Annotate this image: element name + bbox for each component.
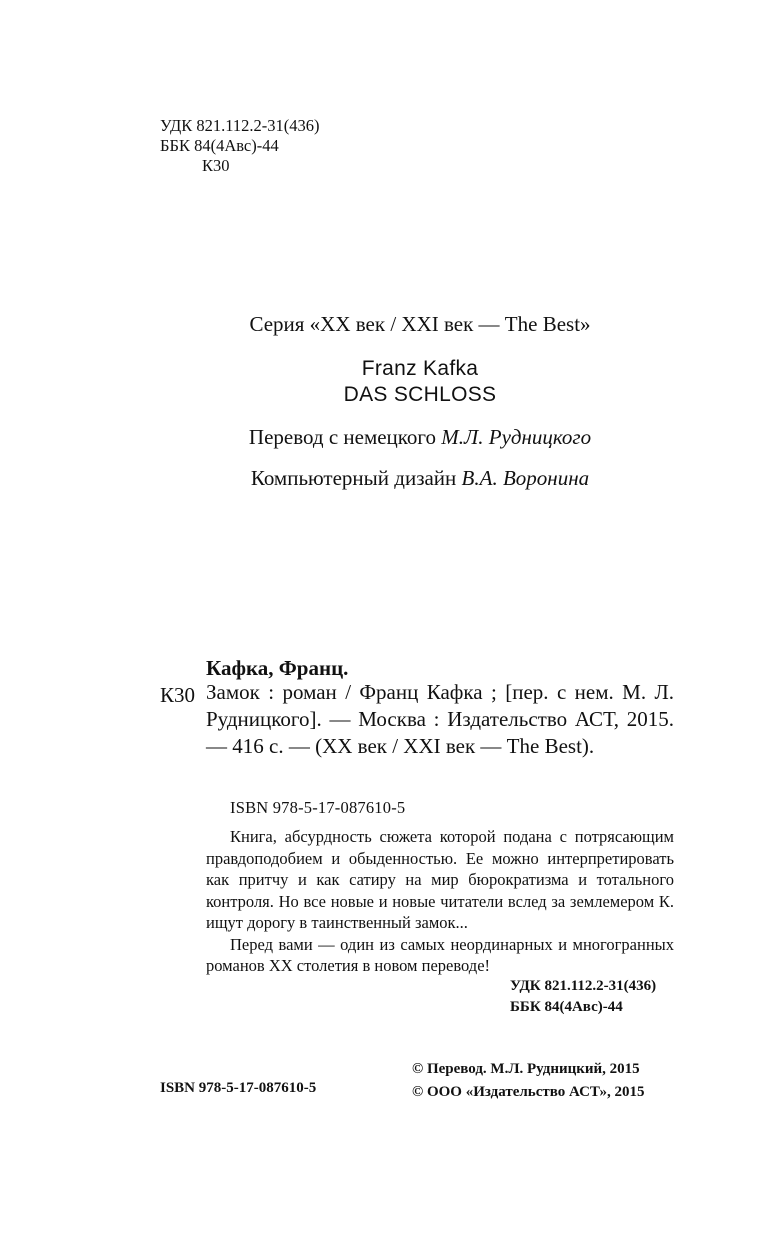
original-author: Franz Kafka [361, 357, 479, 380]
bottom-bbk-code: ББК 84(4Авс)-44 [510, 999, 623, 1015]
catalog-author-heading: Кафка, Франц. [206, 656, 349, 680]
annotation-paragraph-1: Книга, абсурдность сюжета которой подана с потрясающим правдоподобием и обыденностью. Ее можно интерпретировать как притчу и как сатиру на мир бюрократизма и тотального контроля. Но все новые и новые читатели вслед за землемером К. ищут дорогу в таинственный замок... [206, 827, 674, 932]
copyright-publisher: © ООО «Издательство АСТ», 2015 [412, 1084, 645, 1100]
designer-credit [150, 466, 690, 491]
footer-isbn: ISBN 978-5-17-087610-5 [160, 1080, 317, 1096]
translator-prefix: Перевод с немецкого [248, 425, 437, 449]
catalog-isbn: ISBN 978-5-17-087610-5 [230, 798, 406, 817]
udk-code: УДК 821.112.2-31(436) [160, 116, 320, 135]
original-edition [150, 356, 690, 408]
designer-prefix: Компьютерный дизайн [250, 466, 457, 490]
annotation-paragraph-2: Перед вами — один из самых неординарных и многогранных романов XX столетия в новом переводе! [206, 934, 674, 975]
classification-codes [160, 116, 320, 176]
designer-name: В.А. Воронина [461, 466, 590, 490]
bottom-classification-codes [510, 976, 656, 1018]
bbk-code: ББК 84(4Авс)-44 [160, 136, 279, 155]
catalog-description-text: Замок : роман / Франц Кафка ; [пер. с нем. М. Л. Рудницкого]. — Москва : Издательство АСТ, 2015. — 416 с. — (XX век / XXI век — The Best). [206, 680, 674, 758]
bottom-udk-code: УДК 821.112.2-31(436) [510, 978, 657, 994]
translator-name: М.Л. Рудницкого [441, 425, 592, 449]
catalog-code: К30 [160, 683, 196, 707]
annotation [206, 826, 674, 977]
copyright-translation: © Перевод. М.Л. Рудницкий, 2015 [412, 1061, 640, 1077]
series-title: Серия «XX век / XXI век — The Best» [249, 312, 591, 336]
author-mark: К30 [202, 156, 230, 175]
original-title: DAS SCHLOSS [343, 383, 497, 406]
translator-credit [150, 425, 690, 450]
copyright-block [412, 1058, 645, 1104]
catalog-description [206, 679, 674, 760]
